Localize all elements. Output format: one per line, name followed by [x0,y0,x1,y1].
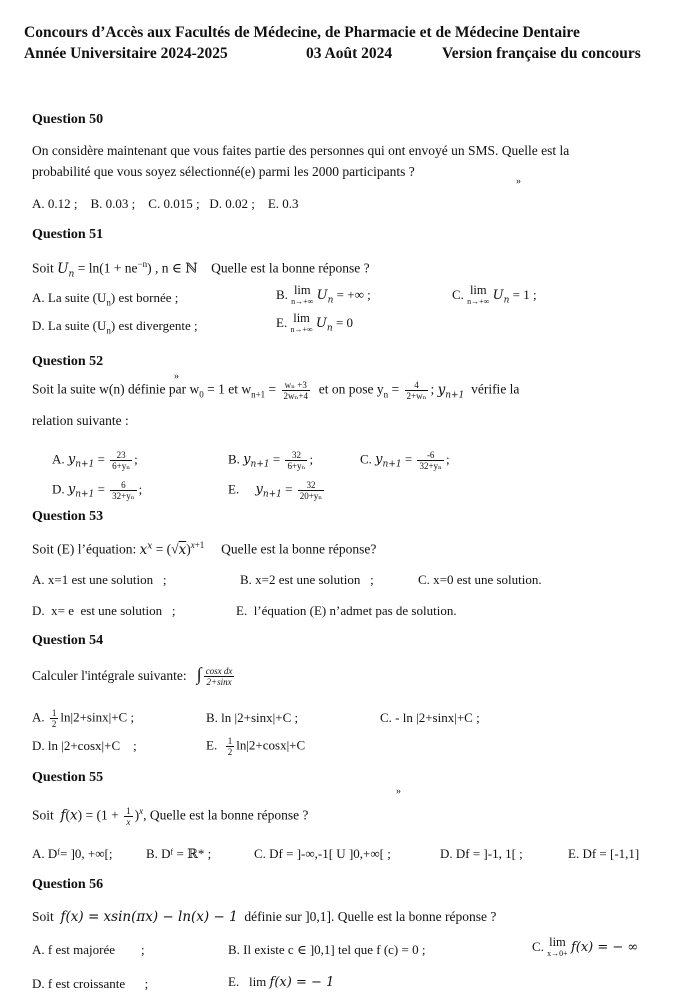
q56-option-a: A. f est majorée ; [32,942,145,957]
q52-option-c: C. $y_{n+1}$ = $\frac{-6}{\text{32+yₙ}}$ ; [360,450,450,471]
question-50-text-line1: On considère maintenant que vous faites partie des personnes qui ont envoyé un SMS. Quelle est la [32,143,570,158]
q55-option-e: E. Df = [-1,1] [568,846,640,861]
question-55-title: Question 55 [32,770,104,785]
q51-option-d: D. La suite $(U_n)$ est divergente ; [32,318,198,336]
q52-option-e: E. $y_{n+1}$ = $\frac{32}{\text{20+yₙ}}$ [228,480,323,501]
question-50-title: Question 50 [32,112,104,127]
q51-def-end: ) , n ∈ ℕ [147,260,198,276]
question-52-title: Question 52 [32,354,104,369]
margin-mark: » [516,176,521,187]
q56-option-c: C. lim x→0+ f(x) = − ∞ [532,935,639,958]
question-52-text-line2: relation suivante : [32,413,129,428]
question-55-text: Soit f(x) = (1 + $\frac{1}{x}$ )$^x$, Quelle est la bonne réponse ? [32,806,309,827]
question-52-text: Soit la suite w(n) définie par $w_0 = 1$ et $w_{n+1}$ = $\frac{\text{wₙ +3}}{\text{2wₙ+4}}$ et on pose $y_n$ = $\frac{4}{\text{2+wₙ}}$ ; $y_{n+1}$ vérifie la [32,380,520,401]
exam-version: Version française du concours [442,45,641,62]
q56-option-b: B. Il existe c ∈ ]0,1] tel que f (c) = 0 ; [228,942,426,957]
q54-option-c: C. - ln |2+sinx|+C ; [380,710,480,725]
q52-option-a: A. $y_{n+1}$ = $\frac{23}{\text{6+yₙ}}$ ; [52,450,138,471]
q56-option-e: E. lim f(x) = − 1 [228,974,335,990]
q53-option-e: E. l’équation (E) n’admet pas de solution. [236,603,457,618]
q53-option-b: B. x=2 est une solution ; [240,572,374,587]
q51-question: Quelle est la bonne réponse ? [211,260,370,276]
question-51-definition: Soit $U_n = \ln(1 + ne^{-n})$ , n ∈ ℕ Quelle est la bonne réponse ? [32,259,370,280]
question-53-title: Question 53 [32,509,104,524]
q51-option-c: C. lim n→+∞ $U_n = 1$ ; [452,283,537,306]
question-56-text: Soit f(x) = xsin(πx) − ln(x) − 1 définie sur ]0,1]. Quelle est la bonne réponse ? [32,909,497,925]
exam-date: 03 Août 2024 [306,45,393,62]
q51-soit: Soit [32,260,54,276]
q52-option-d: D. $y_{n+1}$ = $\frac{6}{\text{32+yₙ}}$ ; [52,480,143,501]
q53-option-d: D. x= e est une solution ; [32,603,176,618]
question-56-title: Question 56 [32,877,104,892]
q51-option-b: B. lim n→+∞ $U_n$ = +∞ ; [276,283,371,306]
q55-option-d: D. Df = ]-1, 1[ ; [440,846,523,861]
question-50-text-line2: probabilité que vous soyez sélectionné(e) parmi les 2000 participants ? [32,164,415,179]
margin-mark: » [174,371,179,382]
margin-mark: » [396,786,401,797]
q51-option-e: E. lim n→+∞ $U_n = 0$ [276,311,354,334]
q52-option-b: B. $y_{n+1}$ = $\frac{32}{\text{6+yₙ}}$ ; [228,450,314,471]
q56-option-d: D. f est croissante ; [32,976,149,991]
q55-option-b: B. Dᶠ = ℝ* ; [146,846,212,861]
question-51-title: Question 51 [32,227,104,242]
exam-header-title: Concours d’Accès aux Facultés de Médecine, de Pharmacie et de Médecine Dentaire [24,24,580,41]
q51-option-a: A. La suite $(U_n)$ est bornée ; [32,290,179,308]
q53-option-c: C. x=0 est une solution. [418,572,542,587]
question-54-text: Calculer l'intégrale suivante: ∫ $\frac{\text{cosx dx}}{2+\sin x}$ [32,664,233,688]
q55-option-c: C. Df = ]-∞,-1[ U ]0,+∞[ ; [254,846,391,861]
q54-option-e: E. $\frac{1}{2}$ ln|2+cosx|+C [206,736,306,757]
q55-option-a: A. Dᶠ= ]0, +∞[; [32,846,113,861]
q54-option-a: A. $\frac{1}{2}$ ln|2+sinx|+C ; [32,708,135,729]
q54-option-d: D. ln |2+cosx|+C ; [32,738,137,753]
q54-option-b: B. ln |2+sinx|+C ; [206,710,299,725]
q53-option-a: A. x=1 est une solution ; [32,572,167,587]
question-54-title: Question 54 [32,633,104,648]
academic-year: Année Universitaire 2024-2025 [24,45,228,62]
question-53-text: Soit (E) l’équation: $x^x = (√x)^{x+1}$ Quelle est la bonne réponse? [32,540,377,558]
q51-def: = ln(1 + ne [77,260,138,276]
question-50-options: A. 0.12 ; B. 0.03 ; C. 0.015 ; D. 0.02 ; E. 0.3 [32,196,299,211]
